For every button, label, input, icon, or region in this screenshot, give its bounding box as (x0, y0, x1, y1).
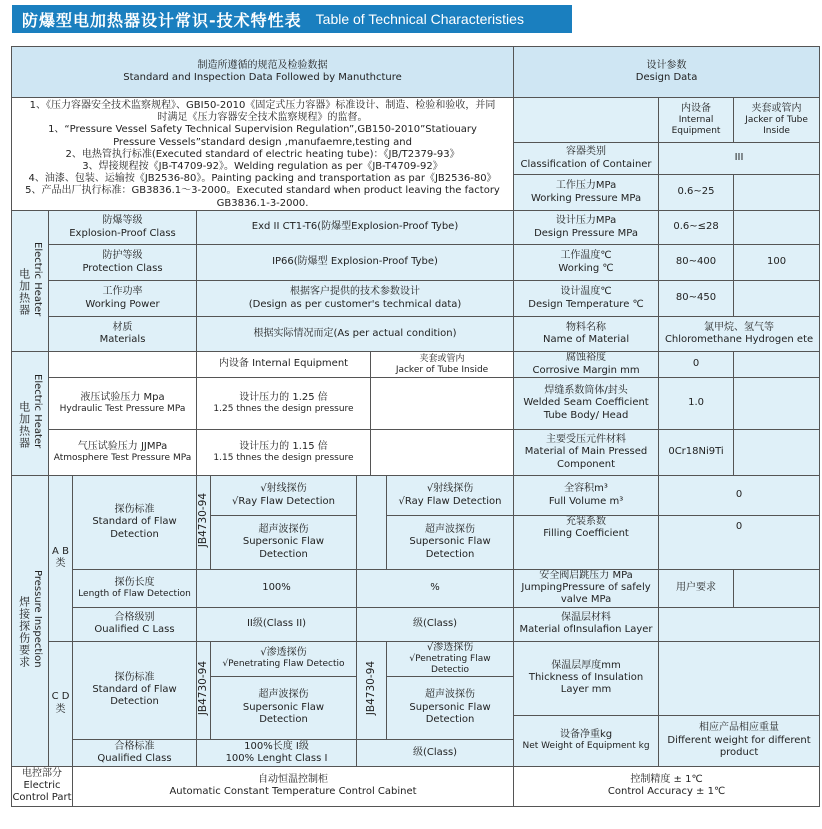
hydraulic-jacket (371, 378, 514, 430)
design-value (734, 430, 820, 476)
design-label: 物料名称 Name of Material (514, 317, 659, 352)
eh-label: 材质 Materials (49, 317, 197, 352)
design-label: 容器类别 Classification of Container (514, 143, 659, 175)
length-internal: 100% (197, 570, 357, 608)
flaw-std-label: 探伤标准 Standard of Flaw Detection (73, 476, 197, 570)
design-label: 安全阀启跳压力 MPa JumpingPressure of safely valve MPa (514, 570, 659, 608)
design-blank (514, 98, 659, 143)
eh-label: 防护等级 Protection Class (49, 245, 197, 281)
design-value: 0 (659, 476, 820, 516)
design-label: 工作压力MPa Working Pressure MPa (514, 175, 659, 211)
col-internal: 内设备 Internal Equipment (659, 98, 734, 143)
std2-label: 合格标准 Qualified Class (73, 739, 197, 766)
control-accuracy: 控制精度 ± 1℃ Control Accuracy ± 1℃ (514, 766, 820, 806)
std-code-jacket-blank (357, 476, 387, 570)
std2-jacket: 级(Class) (357, 739, 514, 766)
ultra-internal: 超声波探伤 Supersonic Flaw Detection (211, 516, 357, 570)
design-value (734, 378, 820, 430)
atmos-jacket (371, 430, 514, 476)
inspection-section: 焊接探伤要求Pressure Inspection (12, 476, 49, 767)
hydraulic-value: 设计压力的 1.25 倍 1.25 thnes the design pressure (197, 378, 371, 430)
pressure-test-section: 电加热器Electric Heater (12, 352, 49, 476)
length-label: 探伤长度 Length of Flaw Detection (73, 570, 197, 608)
title-zh: 防爆型电加热器设计常识-技术特性表 (22, 10, 302, 30)
grade-label: 合格级别 Oualified C Lass (73, 607, 197, 641)
design-label: 主要受压元件材料 Material of Main Pressed Component (514, 430, 659, 476)
design-value: 氯甲烷、氢气等 Chloromethane Hydrogen ete (659, 317, 820, 352)
length-jacket: % (357, 570, 514, 608)
design-value: 0.6~25 (659, 175, 734, 211)
flaw-std-label: 探伤标准 Standard of Flaw Detection (73, 641, 197, 739)
design-value: 0Cr18Ni9Ti (659, 430, 734, 476)
design-label: 全容积m³ Full Volume m³ (514, 476, 659, 516)
ultra-internal: 超声波探伤 Supersonic Flaw Detection (211, 676, 357, 739)
control-cabinet: 自动恒温控制柜 Automatic Constant Temperature Control Cabinet (73, 766, 514, 806)
ultra-jacket: 超声波探伤 Supersonic Flaw Detection (387, 516, 514, 570)
design-header: 设计参数 Design Data (514, 47, 820, 98)
standards-text: 1、《压力容器安全技术监察规程》、GBI50-2010《固定式压力容器》标准设计、制造、检验和验收，并同 时满足《压力容器安全技术监察规程》的监督。 1、“Pressure Vessel Safety Technical Supervision Regulation”,GB150-2010”Statiouary Pressure Vessels”standard design ,manufaemre,testing and 2、电热管执行标准(Executed standard of electric heating tube)：《JB/T2379-93》 3、焊接规程按《JB-T4709-92》。Welding regulation as per《JB-T4709-92》 4、油漆、包装、运输按《JB2536-80》。Painting packing and transportation as par《JB2536-80》 5、产品出厂执行标准：GB3836.1～3-2000。Executed standard when product leaving the factory GB3836.1-3-2000. (12, 98, 514, 211)
atmos-label: 气压试验压力 JJMPa Atmosphere Test Pressure MPa (49, 430, 197, 476)
design-value (734, 175, 820, 211)
ultra-jacket: 超声波探伤 Supersonic Flaw Detection (387, 676, 514, 739)
pt-col-internal: 内设备 Internal Equipment (197, 352, 371, 378)
pen-jacket: √渗透探伤 √Penetrating Flaw Detectio (387, 641, 514, 676)
design-value: 1.0 (659, 378, 734, 430)
eh-label: 防爆等级 Explosion-Proof Class (49, 211, 197, 245)
title-bar (12, 5, 572, 33)
design-value: 相应产品相应重量 Different weight for different product (659, 715, 820, 766)
design-value: 80~450 (659, 281, 734, 317)
std-code: JB4730-94 (197, 476, 211, 570)
design-label: 充装系数 Filling Coefficient (514, 516, 659, 570)
eh-value: IP66(防爆型 Explosion-Proof Tybe) (197, 245, 514, 281)
design-value: 0 (659, 516, 820, 570)
design-value: 用户要求 (659, 570, 734, 608)
design-value: 100 (734, 245, 820, 281)
design-value (659, 607, 820, 641)
design-label: 保温层材料 Material ofInsulafion Layer (514, 607, 659, 641)
electric-heater-section: 电加热器Electric Heater (12, 211, 49, 352)
design-label: 设计温度℃ Design Temperature ℃ (514, 281, 659, 317)
design-label: 保温层厚度mm Thickness of Insulation Layer mm (514, 641, 659, 715)
ray-jacket: √射线探伤 √Ray Flaw Detection (387, 476, 514, 516)
technical-table (11, 46, 820, 807)
eh-value: 根据客户提供的技术参数设计 (Design as per customer's techmical data) (197, 281, 514, 317)
pt-blank (49, 352, 197, 378)
grade-internal: II级(Class II) (197, 607, 357, 641)
pt-col-jacket: 夹套或管内 Jacker of Tube Inside (371, 352, 514, 378)
design-label: 工作温度℃ Working ℃ (514, 245, 659, 281)
design-value (659, 641, 820, 715)
control-section: 电控部分 Electric Control Part (12, 766, 73, 806)
pen-internal: √渗透探伤 √Penetrating Flaw Detectio (211, 641, 357, 676)
ray-internal: √射线探伤 √Ray Flaw Detection (211, 476, 357, 516)
grade-jacket: 级(Class) (357, 607, 514, 641)
ab-class-label: A B 类 (49, 476, 73, 642)
design-value: 0 (659, 352, 734, 378)
eh-label: 工作功率 Working Power (49, 281, 197, 317)
title-en: Table of Technical Characteristies (315, 11, 524, 27)
std-code: JB4730-94 (197, 641, 211, 739)
design-value (734, 281, 820, 317)
eh-value: Exd II CT1-T6(防爆型Explosion-Proof Tybe) (197, 211, 514, 245)
std-code-jacket: JB4730-94 (357, 641, 387, 739)
cd-class-label: C D 类 (49, 641, 73, 766)
std2-internal: 100%长度 I级 100% Lenght Class I (197, 739, 357, 766)
design-label: 设计压力MPa Design Pressure MPa (514, 211, 659, 245)
design-label: 设备净重kg Net Weight of Equipment kg (514, 715, 659, 766)
col-jacket: 夹套或管内 Jacker of Tube Inside (734, 98, 820, 143)
standards-header: 制造所遵循的规范及检验数据 Standard and Inspection Data Followed by Manuthcture (12, 47, 514, 98)
atmos-value: 设计压力的 1.15 倍 1.15 thnes the design pressure (197, 430, 371, 476)
design-value: 0.6~≤28 (659, 211, 734, 245)
design-value (734, 570, 820, 608)
eh-value: 根据实际情况而定(As per actual condition) (197, 317, 514, 352)
design-value: 80~400 (659, 245, 734, 281)
design-value: III (659, 143, 820, 175)
design-value (734, 211, 820, 245)
design-value (734, 352, 820, 378)
design-label: 腐蚀裕度 Corrosive Margin mm (514, 352, 659, 378)
design-label: 焊缝系数筒体/封头 Welded Seam Coefficient Tube Body/ Head (514, 378, 659, 430)
hydraulic-label: 液压试验压力 Mpa Hydraulic Test Pressure MPa (49, 378, 197, 430)
